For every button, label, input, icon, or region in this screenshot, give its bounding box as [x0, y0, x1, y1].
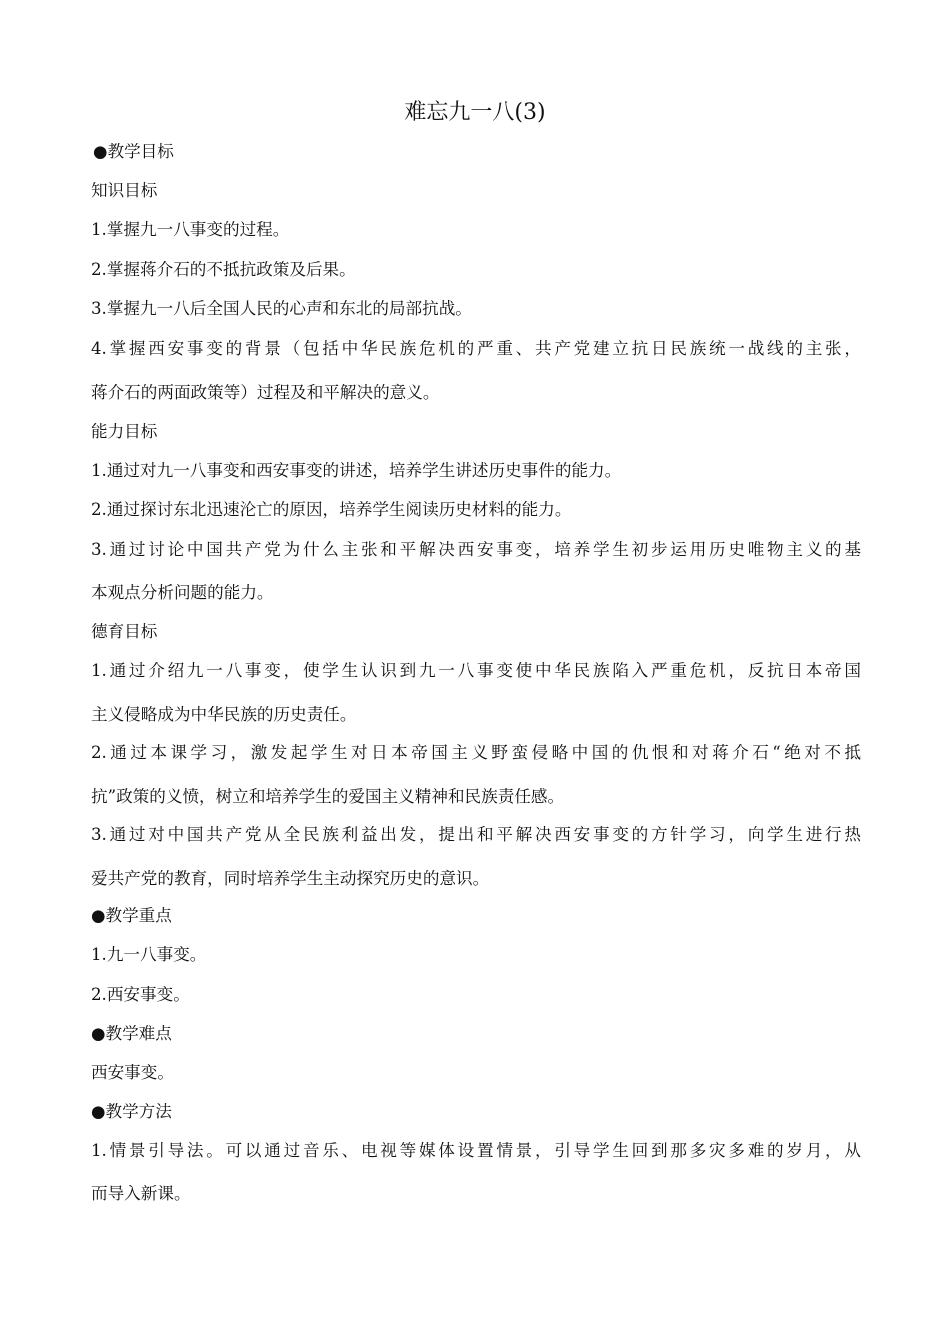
paragraph-line: 2.掌握蒋介石的不抵抗政策及后果。	[91, 260, 356, 279]
paragraph-line: 2.通过本课学习，激发起学生对日本帝国主义野蛮侵略中国的仇恨和对蒋介石“绝对不抵	[91, 743, 861, 762]
heading-teaching-focus: ●教学重点	[91, 906, 172, 925]
paragraph-line: 蒋介石的两面政策等）过程及和平解决的意义。	[91, 383, 440, 402]
subheading-ability-goals: 能力目标	[91, 422, 158, 441]
heading-teaching-method: ●教学方法	[91, 1102, 172, 1121]
paragraph-line: 1.通过对九一八事变和西安事变的讲述，培养学生讲述历史事件的能力。	[91, 461, 622, 480]
paragraph-line: 1.九一八事变。	[91, 945, 207, 964]
paragraph-line: 1.通过介绍九一八事变，使学生认识到九一八事变使中华民族陷入严重危机，反抗日本帝国	[91, 661, 861, 680]
paragraph-line: 3.掌握九一八后全国人民的心声和东北的局部抗战。	[91, 299, 472, 318]
subheading-knowledge-goals: 知识目标	[91, 181, 158, 200]
heading-teaching-goals: ●教学目标	[93, 142, 174, 161]
subheading-moral-goals: 德育目标	[91, 622, 158, 641]
paragraph-line: 而导入新课。	[91, 1184, 191, 1203]
paragraph-line: 2.通过探讨东北迅速沦亡的原因，培养学生阅读历史材料的能力。	[91, 500, 572, 519]
document-title: 难忘九一八(3)	[404, 100, 546, 125]
paragraph-line: 1.情景引导法。可以通过音乐、电视等媒体设置情景，引导学生回到那多灾多难的岁月，从	[91, 1141, 861, 1160]
heading-teaching-difficulty: ●教学难点	[91, 1024, 172, 1043]
paragraph-line: 西安事变。	[91, 1063, 174, 1082]
paragraph-line: 本观点分析问题的能力。	[91, 583, 274, 602]
paragraph-line: 3.通过讨论中国共产党为什么主张和平解决西安事变，培养学生初步运用历史唯物主义的基	[91, 540, 861, 559]
paragraph-line: 2.西安事变。	[91, 985, 190, 1004]
paragraph-line: 3.通过对中国共产党从全民族利益出发，提出和平解决西安事变的方针学习，向学生进行热	[91, 825, 861, 844]
paragraph-line: 抗”政策的义愤，树立和培养学生的爱国主义精神和民族责任感。	[91, 787, 565, 806]
paragraph-line: 4.掌握西安事变的背景（包括中华民族危机的严重、共产党建立抗日民族统一战线的主张，	[91, 339, 861, 358]
paragraph-line: 1.掌握九一八事变的过程。	[91, 220, 290, 239]
paragraph-line: 爱共产党的教育，同时培养学生主动探究历史的意识。	[91, 869, 490, 888]
paragraph-line: 主义侵略成为中华民族的历史责任。	[91, 705, 357, 724]
